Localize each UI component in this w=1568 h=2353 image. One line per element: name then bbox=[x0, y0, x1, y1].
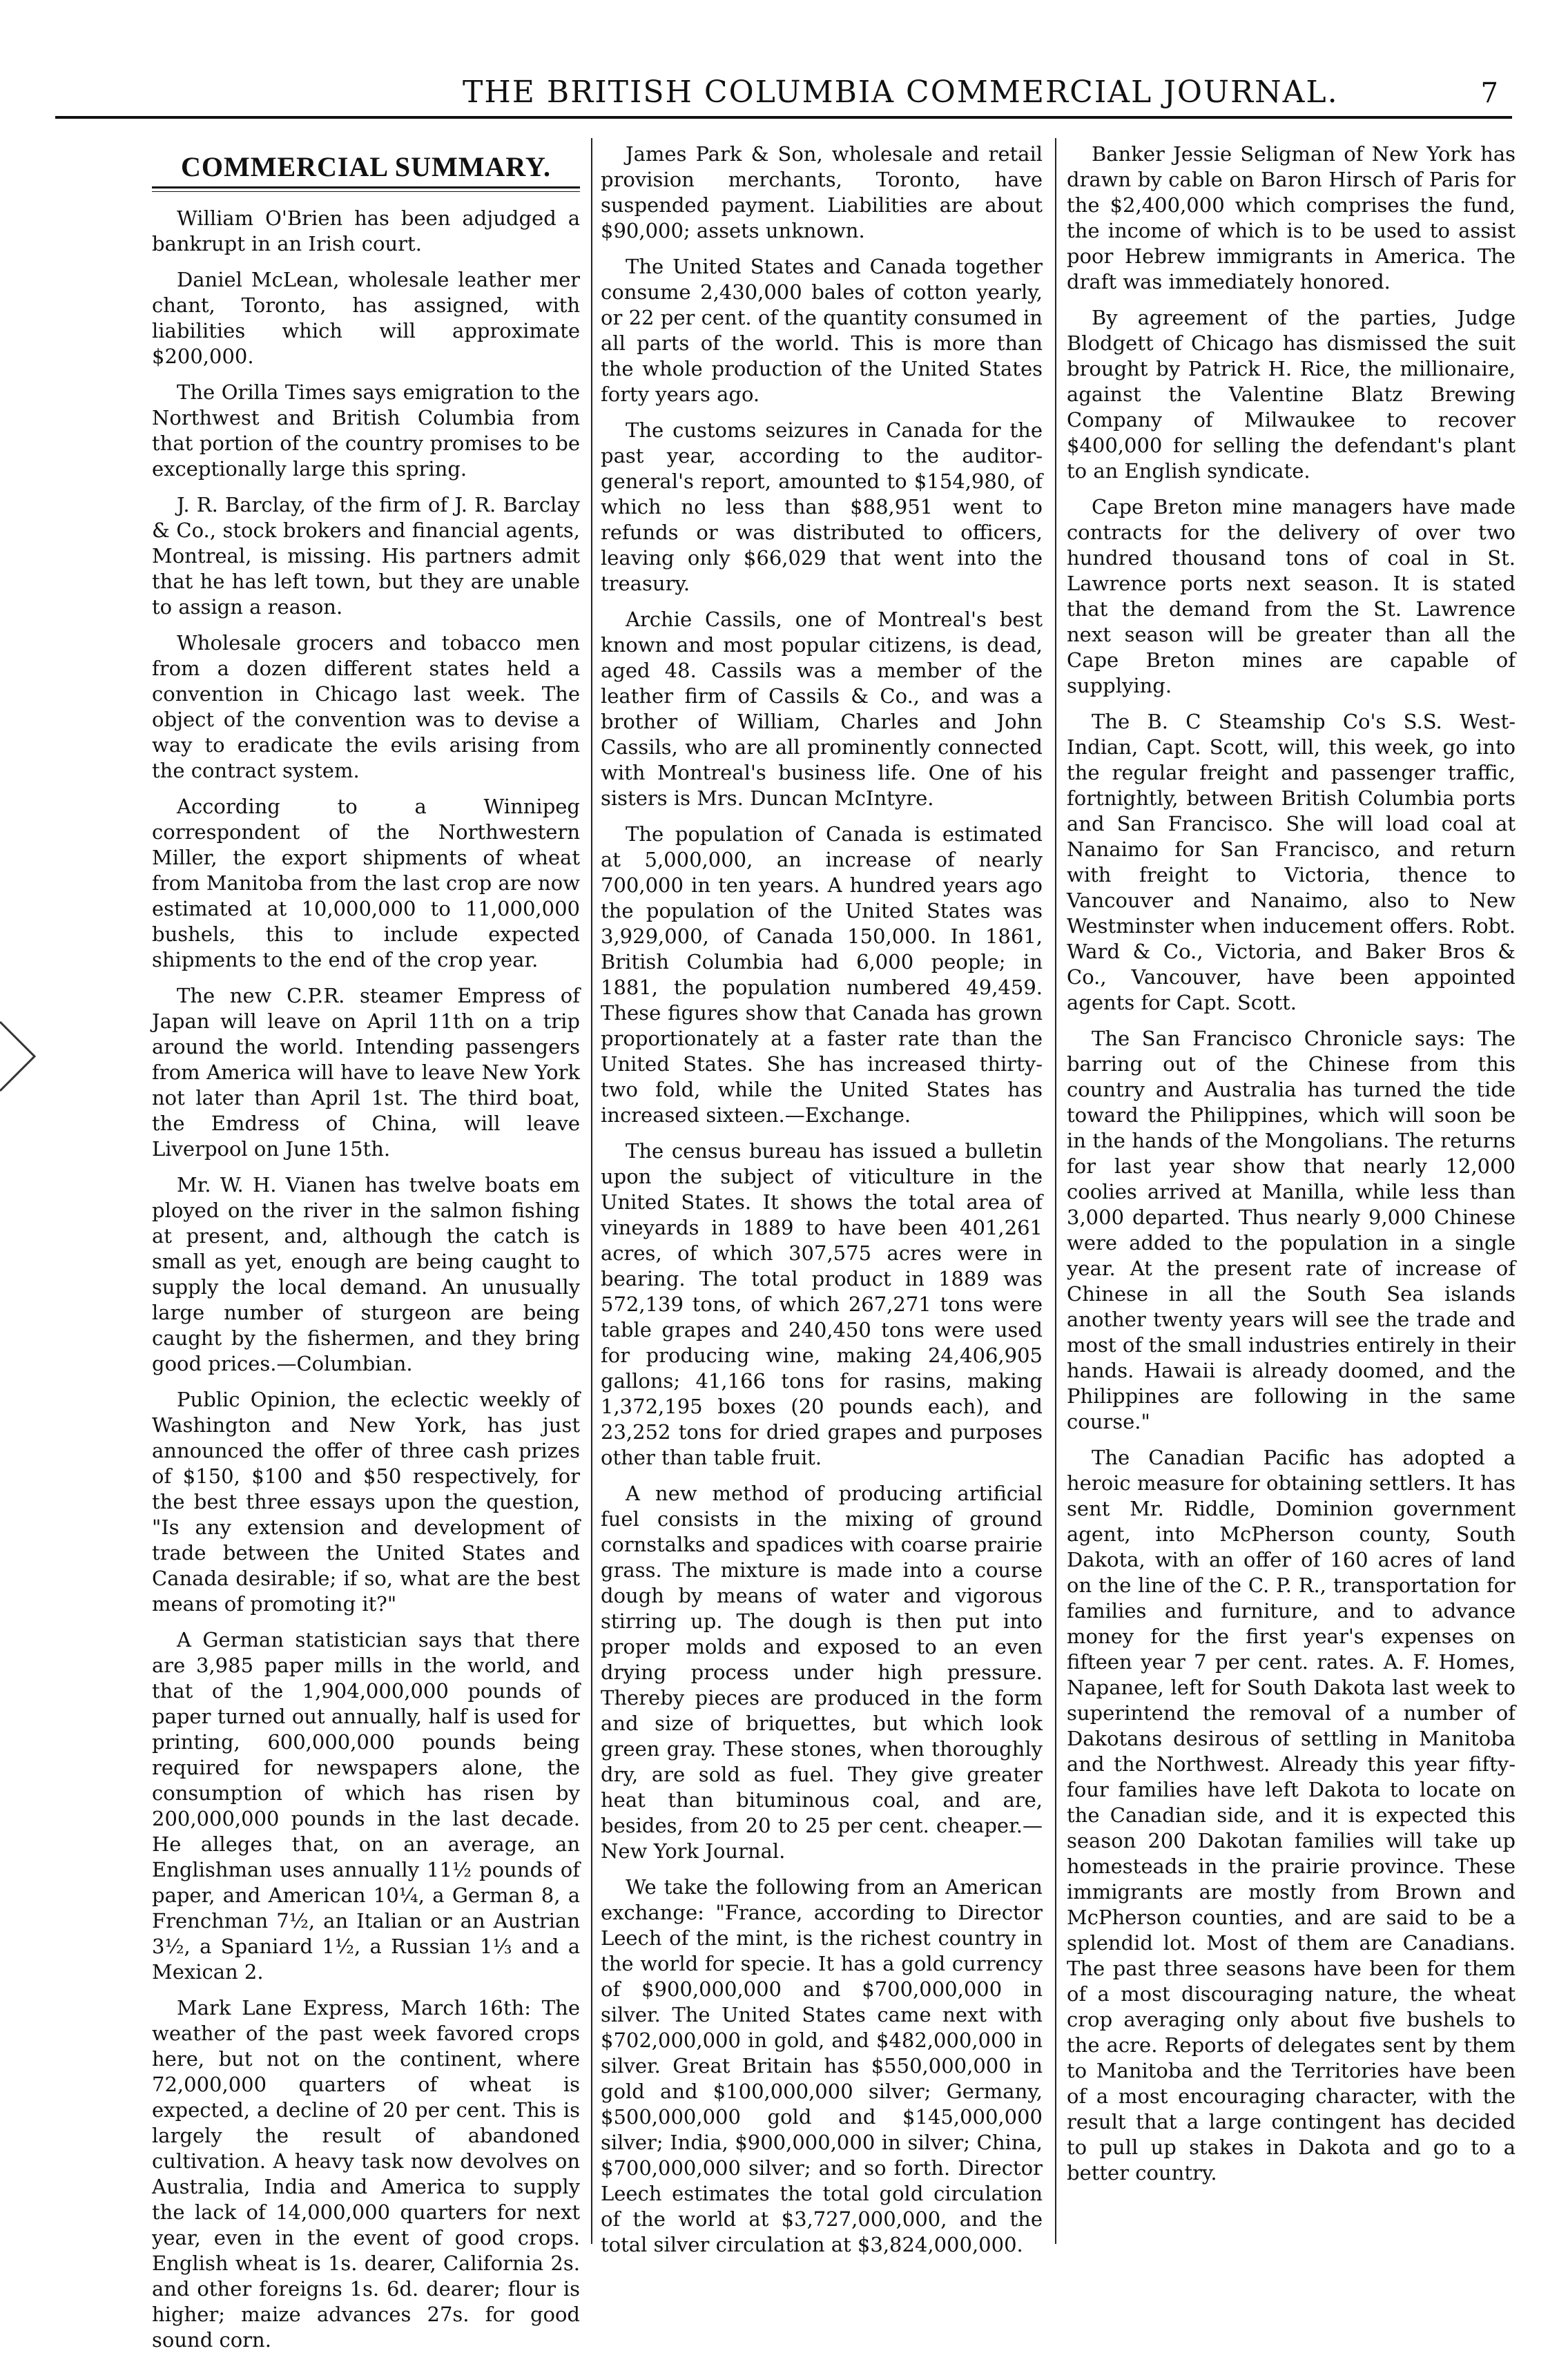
news-item: Public Opinion, the eclectic weekly of Washington and New York, has just announced the offer of three cash prizes of $150, $100 and $50 respectively, for the best three essays upon the question, "Is any extension and development of trade between the United States and Canada desirable; if so, what are the best means of promoting it?" bbox=[152, 1388, 580, 1616]
news-item: By agreement of the parties, Judge Blodgett of Chicago has dismissed the suit brought by Patrick H. Rice, the millionaire, against the Valentine Blatz Brewing Company of Milwaukee to recover $400,000 for selling the defendant's plant to an English syndicate. bbox=[1067, 306, 1516, 483]
news-item: James Park & Son, wholesale and retail provision merchants, Toronto, have suspended payment. Liabilities are about $90,000; assets unknown. bbox=[601, 142, 1043, 242]
news-item: The new C.P.R. steamer Empress of Japan will leave on April 11th on a trip around the world. Intending passengers from America will have to leave New York not later than April 1st. The third boat, the Emdress of China, will leave Liverpool on June 15th. bbox=[152, 984, 580, 1161]
section-heading: COMMERCIAL SUMMARY. bbox=[180, 151, 552, 182]
news-item: The census bureau has issued a bulletin upon the subject of viticulture in the United States. It shows the total area of vineyards in 1889 to have been 401,261 acres, of which 307,575 acres were in bearing. The total product in 1889 was 572,139 tons, of which 267,271 tons were table grapes and 240,450 tons were used for producing wine, making 24,406,905 gallons; 41,166 tons for rasins, making 1,372,195 boxes (20 pounds each), and 23,252 tons for dried grapes and purposes other than table fruit. bbox=[601, 1139, 1043, 1469]
column-3 bbox=[1067, 142, 1516, 2254]
news-item: Daniel McLean, wholesale leather mer chant, Toronto, has assigned, with liabilities which will approximate $200,000. bbox=[152, 268, 580, 368]
news-item: The United States and Canada together consume 2,430,000 bales of cotton yearly, or 22 per cent. of the quantity consumed in all parts of the world. This is more than the whole production of the United States forty years ago. bbox=[601, 255, 1043, 406]
news-item: The San Francisco Chronicle says: The barring out of the Chinese from this country and Australia has turned the tide toward the Philippines, which will soon be in the hands of the Mongolians. The returns for last year show that nearly 12,000 coolies arrived at Manilla, while less than 3,000 departed. Thus nearly 9,000 Chinese were added to the population in a single year. At the present rate of increase of Chinese in all the South Sea islands another twenty years will see the trade and most of the small industries entirely in their hands. Hawaii is already doomed, and the Philippines are following in the same course." bbox=[1067, 1027, 1516, 1433]
news-item: Archie Cassils, one of Montreal's best known and most popular citizens, is dead, aged 48. Cassils was a member of the leather firm of Cassils & Co., and was a brother of William, Charles and John Cassils, who are all prominently connected with Montreal's business life. One of his sisters is Mrs. Duncan McIntyre. bbox=[601, 608, 1043, 810]
news-item: According to a Winnipeg correspondent of the Northwestern Miller, the export shipments of wheat from Manitoba from the last crop are now estimated at 10,000,000 to 11,000,000 bushels, this to include expected shipments to the end of the crop year. bbox=[152, 795, 580, 971]
news-item: A German statistician says that there are 3,985 paper mills in the world, and that of the 1,904,000,000 pounds of paper turned out annually, half is used for printing, 600,000,000 pounds being required for newspapers alone, the consumption of which has risen by 200,000,000 pounds in the last decade. He alleges that, on an average, an Englishman uses annually 11½ pounds of paper, and American 10¼, a German 8, a Frenchman 7½, an Italian or an Austrian 3½, a Spaniard 1½, a Russian 1⅓ and a Mexican 2. bbox=[152, 1628, 580, 1984]
news-item: The Orilla Times says emigration to the Northwest and British Columbia from that portion of the country promises to be exceptionally large this spring. bbox=[152, 380, 580, 481]
news-item: A new method of producing artificial fuel consists in the mixing of ground cornstalks and spadices with coarse prairie grass. The mixture is made into a course dough by means of water and vigorous stirring up. The dough is then put into proper molds and exposed to an even drying process under high pressure. Thereby pieces are produced in the form and size of briquettes, but which look green gray. These stones, when thoroughly dry, are sold as fuel. They give greater heat than bituminous coal, and are, besides, from 20 to 25 per cent. cheaper.—New York Journal. bbox=[601, 1482, 1043, 1863]
news-item: We take the following from an American exchange: "France, according to Director Leech of the mint, is the richest country in the world for specie. It has a gold currency of $900,000,000 and $700,000,000 in silver. The United States came next with $702,000,000 in gold, and $482,000,000 in silver. Great Britain has $550,000,000 in gold and $100,000,000 silver; Germany, $500,000,000 gold and $145,000,000 silver; India, $900,000,000 in silver; China, $700,000,000 silver; and so forth. Director Leech estimates the total gold circulation of the world at $3,727,000,000, and the total silver circulation at $3,824,000,000. bbox=[601, 1875, 1043, 2256]
running-head bbox=[55, 69, 1512, 117]
column-divider bbox=[1055, 138, 1056, 2244]
news-item: The B. C Steamship Co's S.S. West-Indian, Capt. Scott, will, this week, go into the regular freight and passenger traffic, fortnightly, between British Columbia ports and San Francisco. She will load coal at Nanaimo for San Francisco, and return with freight to Victoria, thence to Vancouver and Nanaimo, also to New Westminster when inducement offers. Robt. Ward & Co., Victoria, and Baker Bros & Co., Vancouver, have been appointed agents for Capt. Scott. bbox=[1067, 710, 1516, 1014]
news-item: Cape Breton mine managers have made contracts for the delivery of over two hundred thousand tons of coal in St. Lawrence ports next season. It is stated that the demand from the St. Lawrence next season will be greater than all the Cape Breton mines are capable of supplying. bbox=[1067, 495, 1516, 697]
news-item: Mr. W. H. Vianen has twelve boats em ployed on the river in the salmon fishing at present, and, although the catch is small as yet, enough are being caught to supply the local demand. An unusually large number of sturgeon are being caught by the fishermen, and they bring good prices.—Columbian. bbox=[152, 1173, 580, 1375]
news-item: The Canadian Pacific has adopted a heroic measure for obtaining settlers. It has sent Mr. Riddle, Dominion government agent, into McPherson county, South Dakota, with an offer of 160 acres of land on the line of the C. P. R., transportation for families and furniture, and to advance money for the first year's expenses on fifteen year 7 per cent. rates. A. F. Homes, Napanee, left for South Dakota last week to superintend the removal of a number of Dakotans desirous of settling in Manitoba and the Northwest. Already this year fifty-four families have left Dakota to locate on the Canadian side, and it is expected this season 200 Dakotan families will take up homesteads in the prairie province. These immigrants are mostly from Brown and McPherson counties, and are said to be a splendid lot. Most of them are Canadians. The past three seasons have been for them of a most discouraging nature, the wheat crop averaging only about five bushels to the acre. Reports of delegates sent by them to Manitoba and the Territories have been of a most encouraging character, with the result that a large contingent has decided to pull up stakes in Dakota and go to a better country. bbox=[1067, 1446, 1516, 2185]
margin-scan-mark bbox=[0, 1015, 41, 1098]
section-rule bbox=[152, 186, 580, 188]
news-item: William O'Brien has been adjudged a bankrupt in an Irish court. bbox=[152, 206, 580, 255]
section-rule bbox=[152, 191, 580, 192]
news-item: Wholesale grocers and tobacco men from a dozen different states held a convention in Chicago last week. The object of the convention was to devise a way to eradicate the evils arising from the contract system. bbox=[152, 631, 580, 782]
news-item: The customs seizures in Canada for the past year, according to the auditor-general's report, amounted to $154,980, of which no less than $88,951 went to refunds or was distributed to officers, leaving only $66,029 that went into the treasury. bbox=[601, 418, 1043, 595]
journal-title: THE BRITISH COLUMBIA COMMERCIAL JOURNAL. bbox=[463, 75, 1339, 110]
news-item: Banker Jessie Seligman of New York has drawn by cable on Baron Hirsch of Paris for the $2,400,000 which comprises the fund, the income of which is to be used to assist poor Hebrew immigrants in America. The draft was immediately honored. bbox=[1067, 142, 1516, 293]
column-divider bbox=[591, 138, 592, 2244]
page-number: 7 bbox=[1480, 77, 1498, 109]
header-rule bbox=[55, 116, 1512, 119]
column-2 bbox=[601, 142, 1043, 2254]
column-1 bbox=[152, 142, 580, 2352]
news-item: The population of Canada is estimated at 5,000,000, an increase of nearly 700,000 in ten years. A hundred years ago the population of the United States was 3,929,000, of Canada 150,000. In 1861, British Columbia had 6,000 people; in 1881, the population numbered 49,459. These figures show that Canada has grown proportionately at a faster rate than the United States. She has increased thirty-two fold, while the United States has increased sixteen.—Exchange. bbox=[601, 822, 1043, 1127]
news-item: J. R. Barclay, of the firm of J. R. Barclay & Co., stock brokers and financial agents, Montreal, is missing. His partners admit that he has left town, but they are unable to assign a reason. bbox=[152, 493, 580, 619]
news-item: Mark Lane Express, March 16th: The weather of the past week favored crops here, but not on the continent, where 72,000,000 quarters of wheat is expected, a decline of 20 per cent. This is largely the result of abandoned cultivation. A heavy task now devolves on Australia, India and America to supply the lack of 14,000,000 quarters for next year, even in the event of good crops. English wheat is 1s. dearer, California 2s. and other foreigns 1s. 6d. dearer; flour is higher; maize advances 27s. for good sound corn. bbox=[152, 1996, 580, 2352]
